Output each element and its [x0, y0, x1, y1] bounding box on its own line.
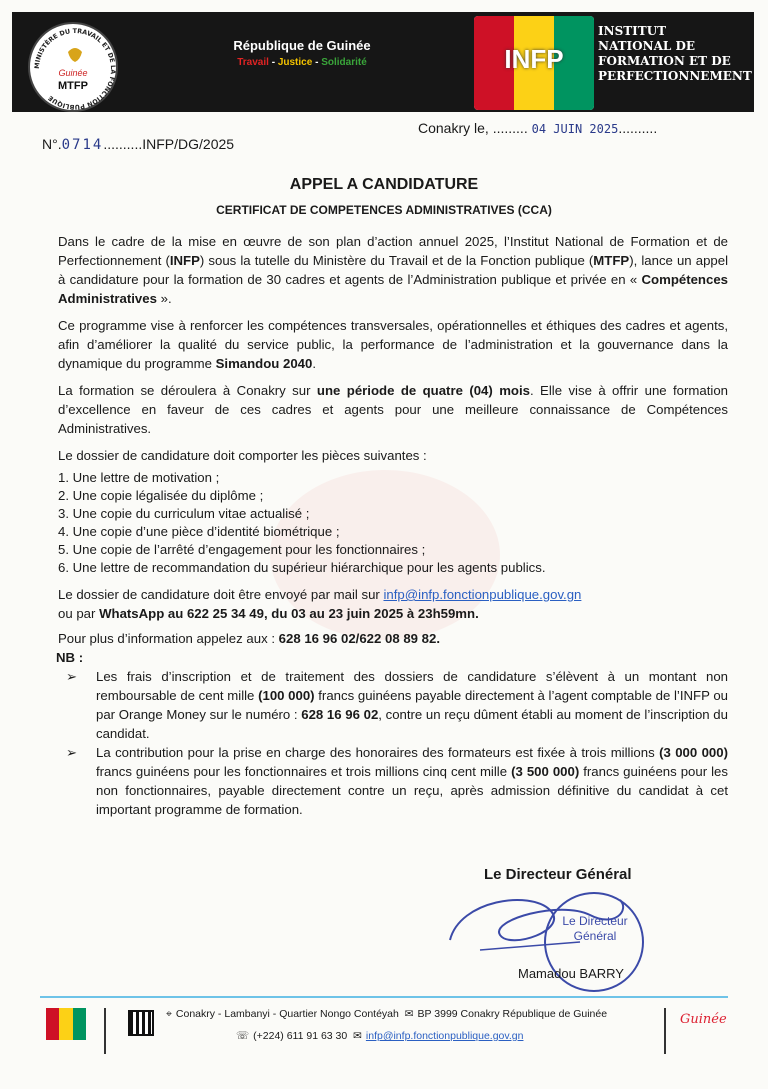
signatory-name: Mamadou BARRY [518, 966, 624, 981]
arrow-bullet-icon: ➢ [66, 745, 78, 760]
footer-divider [40, 996, 728, 998]
list-item: 2. Une copie légalisée du diplôme ; [58, 488, 264, 503]
page-title: APPEL A CANDIDATURE [289, 176, 479, 193]
signatory-title: Le Directeur Général [484, 866, 632, 883]
nb-item-contribution: ➢ La contribution pour la prise en charge des honoraires des formateurs est fixée à trois millions (3 000 000) francs guinéens pour les fonctionnaires et trois millions cinq cent mille (3 500 000) francs guinéens pour les non fonctionnaires, payable directement contre un reçu, après admission définitive du candidat à cet important programme de formation. [66, 745, 728, 817]
mtfp-logo [28, 22, 118, 112]
footer-contact: ☏ (+224) 611 91 63 30 ✉ infp@infp.fonctionpublique.gov.gn [236, 1030, 524, 1042]
footer-separator [664, 1008, 666, 1054]
nb-item-fees: ➢ Les frais d’inscription et de traitement des dossiers de candidature s’élèvent à un montant non remboursable de cent mille (100 000) francs guinéens payable directement à l’agent comptable de l’INFP ou par Orange Money sur le numéro : 628 16 96 02, contre un reçu dûment établi au moment de l’inscription du candidat. [66, 669, 729, 741]
footer-address: ⌖ Conakry - Lambanyi - Quartier Nongo Contéyah ✉ BP 3999 Conakry République de Guinée [166, 1008, 608, 1020]
footer-email-link[interactable]: infp@infp.fonctionpublique.gov.gn [365, 1030, 524, 1042]
handwritten-signature [440, 880, 640, 970]
nb-label: NB : [56, 650, 84, 665]
guinee-brand-logo: Guinée [680, 1012, 727, 1027]
documents-list [58, 469, 728, 577]
reference-number: N°.0714..........INFP/DG/2025 [42, 136, 235, 153]
paragraph-contact: Pour plus d’information appelez aux : 628 16 96 02/622 08 89 82. [58, 631, 440, 646]
list-item: 3. Une copie du curriculum vitae actualisé ; [58, 506, 310, 521]
list-item: 5. Une copie de l’arrêté d’engagement pour les fonctionnaires ; [58, 542, 426, 557]
letterhead-banner [12, 12, 754, 112]
republic-name: République de Guinée [233, 38, 371, 53]
stamp-text: Le Directeur Général [562, 914, 628, 943]
date-line: Conakry le, ......... 04 JUIN 2025.......... [418, 120, 658, 136]
phone-icon: ☏ [236, 1030, 250, 1042]
email-icon: ✉ [353, 1030, 362, 1042]
footer-separator [104, 1008, 106, 1054]
letter-body [58, 232, 728, 819]
mailbox-icon: ✉ [404, 1008, 414, 1020]
institute-name: INSTITUT NATIONAL DE FORMATION ET DE PERFECTIONNEMENT [598, 24, 752, 83]
qr-code[interactable] [128, 1010, 154, 1036]
infp-logo-label: INFP [504, 44, 564, 74]
republic-motto: Travail - Justice - Solidarité [237, 57, 367, 68]
paragraph-dossier-intro: Le dossier de candidature doit comporter les pièces suivantes : [58, 448, 427, 463]
paragraph-objectives: Ce programme vise à renforcer les compétences transversales, opérationnelles et éthiques des cadres et agents, afin d’améliorer la qualité du service public, la performance de l’administration et la gouvernance dans la dynamique du programme Simandou 2040. [58, 318, 728, 371]
republic-block [202, 38, 402, 68]
mtfp-abbr: MTFP [58, 80, 88, 92]
list-item: 6. Une lettre de recommandation du supérieur hiérarchique pour les agents publics. [58, 560, 546, 575]
location-icon: ⌖ [166, 1008, 172, 1020]
page-subtitle: CERTIFICAT DE COMPETENCES ADMINISTRATIVES (CCA) [216, 203, 552, 217]
paragraph-intro: Dans le cadre de la mise en œuvre de son plan d’action annuel 2025, l’Institut National de Formation et de Perfectionnement (INFP) sous la tutelle du Ministère du Travail et de la Fonction publique (MTFP), lance un appel à candidature pour la formation de 30 cadres et agents de l’Administration publique et privée en « Compétences Administratives ». [58, 234, 729, 306]
paragraph-submission: Le dossier de candidature doit être envoyé par mail sur infp@infp.fonctionpublique.gov.gn ou par WhatsApp au 622 25 34 49, du 03 au 23 juin 2025 à 23h59mn. [58, 587, 582, 621]
svg-text:MINISTÈRE DU TRAVAIL ET DE LA: MINISTÈRE DU TRAVAIL ET DE LA FONCTION PUBLIQUE [32, 26, 118, 112]
handwritten-number: 0714 [61, 137, 104, 153]
guinea-flag [46, 1008, 86, 1040]
list-item: 4. Une copie d’une pièce d’identité biométrique ; [58, 524, 340, 539]
paragraph-duration: La formation se déroulera à Conakry sur une période de quatre (04) mois. Elle vise à offrir une formation d’excellence en faveur de ces cadres et agents pour une meilleure connaissance de Compétences Administratives. [58, 383, 728, 436]
email-link[interactable]: infp@infp.fonctionpublique.gov.gn [383, 587, 582, 602]
date-stamp: 04 JUIN 2025 [531, 122, 619, 136]
mtfp-brand: Guinée [58, 68, 88, 78]
arrow-bullet-icon: ➢ [66, 669, 78, 684]
infp-logo [474, 16, 594, 110]
list-item: 1. Une lettre de motivation ; [58, 470, 220, 485]
